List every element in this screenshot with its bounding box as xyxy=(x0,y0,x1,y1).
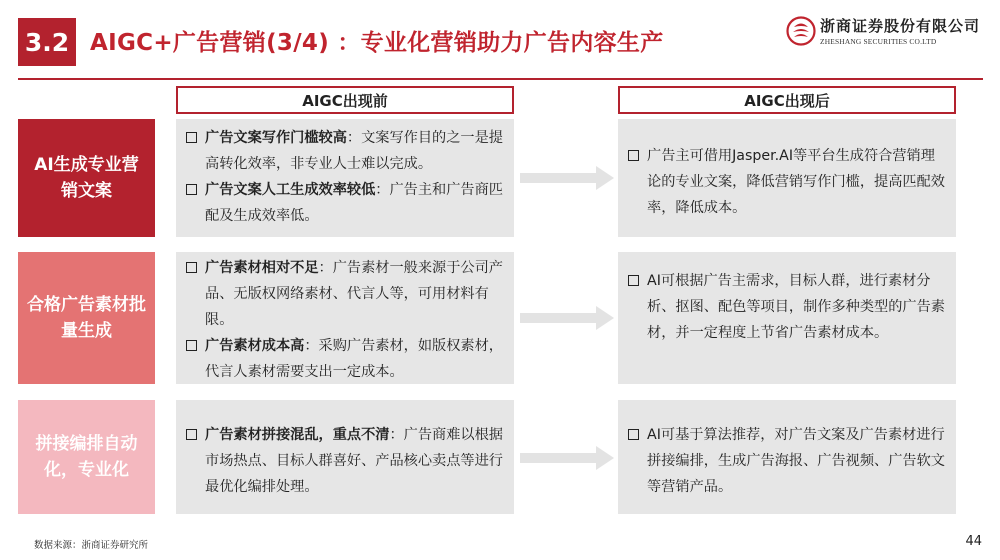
row-label-auto-layout: 拼接编排自动化，专业化 xyxy=(18,400,155,514)
column-header-after: AIGC出现后 xyxy=(618,86,956,114)
bullet-text: 广告主可借用Jasper.AI等平台生成符合营销理论的专业文案，降低营销写作门槛，提高匹配效率，降低成本。 xyxy=(647,148,945,216)
bullet-text: ：采购广告素材，如版权素材，代言人素材需要支出一定成本。 xyxy=(205,338,503,380)
before-box-layout xyxy=(176,400,514,514)
bullet-bold: 广告素材拼接混乱，重点不清 xyxy=(205,427,390,443)
checkbox-bullet-icon xyxy=(186,184,197,195)
bullet-text: AI可根据广告主需求，目标人群，进行素材分析、抠图、配色等项目，制作多种类型的广告素材，并一定程度上节省广告素材成本。 xyxy=(647,273,945,341)
after-box-layout xyxy=(618,400,956,514)
before-box-materials xyxy=(176,252,514,384)
checkbox-bullet-icon xyxy=(628,275,639,286)
after-box-copywriting xyxy=(618,119,956,237)
list-item xyxy=(186,333,504,385)
checkbox-bullet-icon xyxy=(628,150,639,161)
list-item xyxy=(186,177,504,229)
checkbox-bullet-icon xyxy=(186,132,197,143)
row-label-ai-copywriting: AI生成专业营销文案 xyxy=(18,119,155,237)
checkbox-bullet-icon xyxy=(186,429,197,440)
list-item xyxy=(186,422,504,500)
after-box-materials xyxy=(618,252,956,384)
zheshang-logo-icon xyxy=(786,16,816,46)
arrow-right-icon xyxy=(520,446,614,470)
page-title: AIGC+广告营销(3/4) ：专业化营销助力广告内容生产 xyxy=(90,30,664,56)
company-logo xyxy=(786,14,982,54)
bullet-text: ：文案写作目的之一是提高转化效率，非专业人士难以完成。 xyxy=(205,130,503,172)
bullet-text: ：广告主和广告商匹配及生成效率低。 xyxy=(205,182,503,224)
column-header-before: AIGC出现前 xyxy=(176,86,514,114)
bullet-bold: 广告素材相对不足 xyxy=(205,260,319,276)
list-item xyxy=(628,143,946,221)
logo-company-name-en: ZHESHANG SECURITIES CO.LTD xyxy=(820,37,937,46)
bullet-text: ：广告商难以根据市场热点、目标人群喜好、产品核心卖点等进行最优化编排处理。 xyxy=(205,427,503,495)
list-item xyxy=(186,125,504,177)
checkbox-bullet-icon xyxy=(628,429,639,440)
bullet-text: ：广告素材一般来源于公司产品、无版权网络素材、代言人等，可用材料有限。 xyxy=(205,260,503,328)
checkbox-bullet-icon xyxy=(186,340,197,351)
page-number: 44 xyxy=(965,534,982,549)
list-item xyxy=(186,255,504,333)
arrow-right-icon xyxy=(520,306,614,330)
section-number: 3.2 xyxy=(18,18,76,66)
logo-company-name-cn: 浙商证券股份有限公司 xyxy=(820,17,981,35)
list-item xyxy=(628,422,946,500)
data-source-note: 数据来源：浙商证券研究所 xyxy=(34,540,149,551)
bullet-bold: 广告文案人工生成效率较低 xyxy=(205,182,376,198)
header-divider xyxy=(18,78,983,80)
arrow-right-icon xyxy=(520,166,614,190)
bullet-text: AI可基于算法推荐，对广告文案及广告素材进行拼接编排，生成广告海报、广告视频、广告软文等营销产品。 xyxy=(647,427,945,495)
list-item xyxy=(628,268,946,346)
checkbox-bullet-icon xyxy=(186,262,197,273)
row-label-material-generation: 合格广告素材批量生成 xyxy=(18,252,155,384)
bullet-bold: 广告素材成本高 xyxy=(205,338,305,354)
bullet-bold: 广告文案写作门槛较高 xyxy=(205,130,347,146)
before-box-copywriting xyxy=(176,119,514,237)
